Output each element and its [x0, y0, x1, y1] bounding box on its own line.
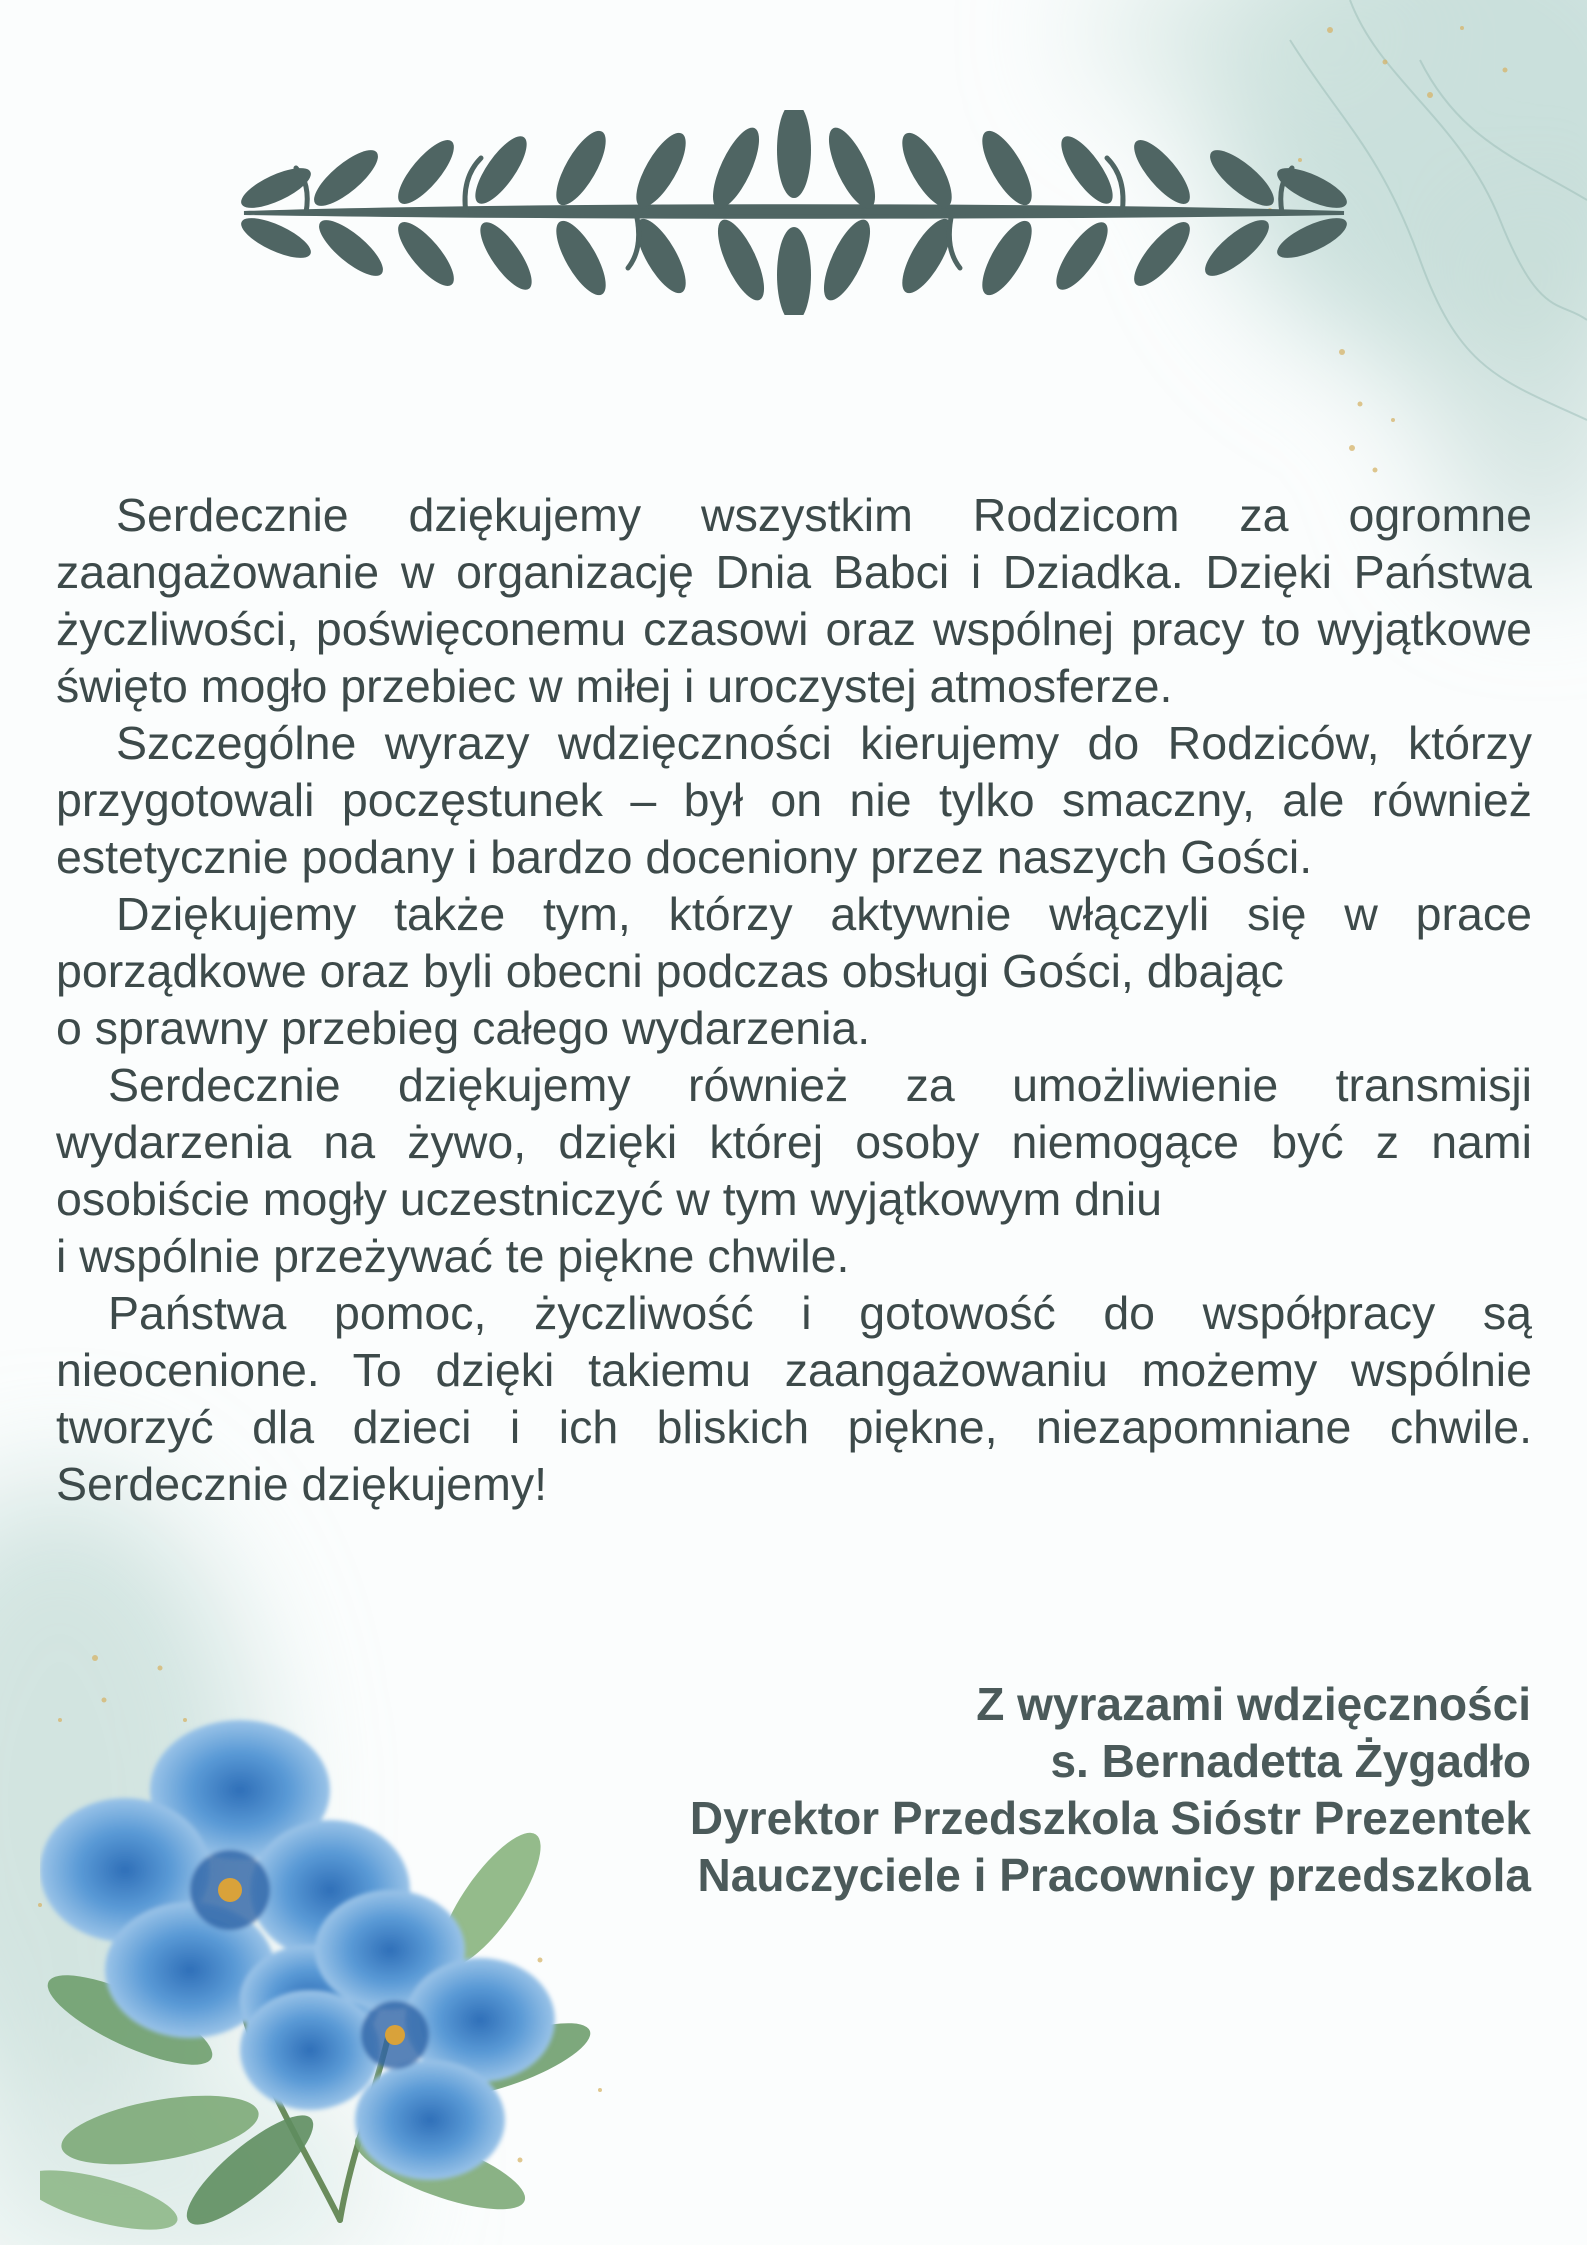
- signature-name: s. Bernadetta Żygadło: [1050, 1735, 1531, 1787]
- flower-large-center: [218, 1878, 242, 1902]
- paragraph-5: Państwa pomoc, życzliwość i gotowość do współpracy są nieocenione. To dzięki takiemu zaangażowaniu możemy wspólnie tworzyć dla dzieci i ich bliskich piękne, niezapomniane chwile. Serdecznie dziękujemy!: [56, 1287, 1532, 1510]
- signature-title: Dyrektor Przedszkola Sióstr Prezentek: [689, 1792, 1531, 1844]
- paragraph-3-line-b: o sprawny przebieg całego wydarzenia.: [56, 1002, 871, 1054]
- signature-block: [531, 1676, 1531, 1904]
- paragraph-4-line-a: Serdecznie dziękujemy również za umożliwienie transmisji wydarzenia na żywo, dzięki której osoby niemogące być z nami osobiście mogły uczestniczyć w tym wyjątkowym dniu: [56, 1059, 1532, 1225]
- paragraph-2: Szczególne wyrazy wdzięczności kierujemy do Rodziców, którzy przygotowali poczęstunek – był on nie tylko smaczny, ale również estetycznie podany i bardzo doceniony przez naszych Gości.: [56, 717, 1532, 883]
- letter-body: [56, 487, 1532, 1513]
- laurel-branch-icon: [236, 110, 1352, 315]
- signature-closing: Z wyrazami wdzięczności: [976, 1678, 1531, 1730]
- flower-small-center: [385, 2025, 405, 2045]
- blue-flowers-icon: [40, 1700, 640, 2245]
- paragraph-1: Serdecznie dziękujemy wszystkim Rodzicom za ogromne zaangażowanie w organizację Dnia Babci i Dziadka. Dzięki Państwa życzliwości, poświęconemu czasowi oraz wspólnej pracy to wyjątkowe święto mogło przebiec w miłej i uroczystej atmosferze.: [56, 489, 1532, 712]
- paragraph-3: [56, 886, 1532, 1057]
- paragraph-4-line-b: i wspólnie przeżywać te piękne chwile.: [56, 1230, 850, 1282]
- paragraph-4: [56, 1057, 1532, 1285]
- paragraph-3-line-a: Dziękujemy także tym, którzy aktywnie włączyli się w prace porządkowe oraz byli obecni podczas obsługi Gości, dbając: [56, 888, 1532, 997]
- signature-staff: Nauczyciele i Pracownicy przedszkola: [697, 1849, 1531, 1901]
